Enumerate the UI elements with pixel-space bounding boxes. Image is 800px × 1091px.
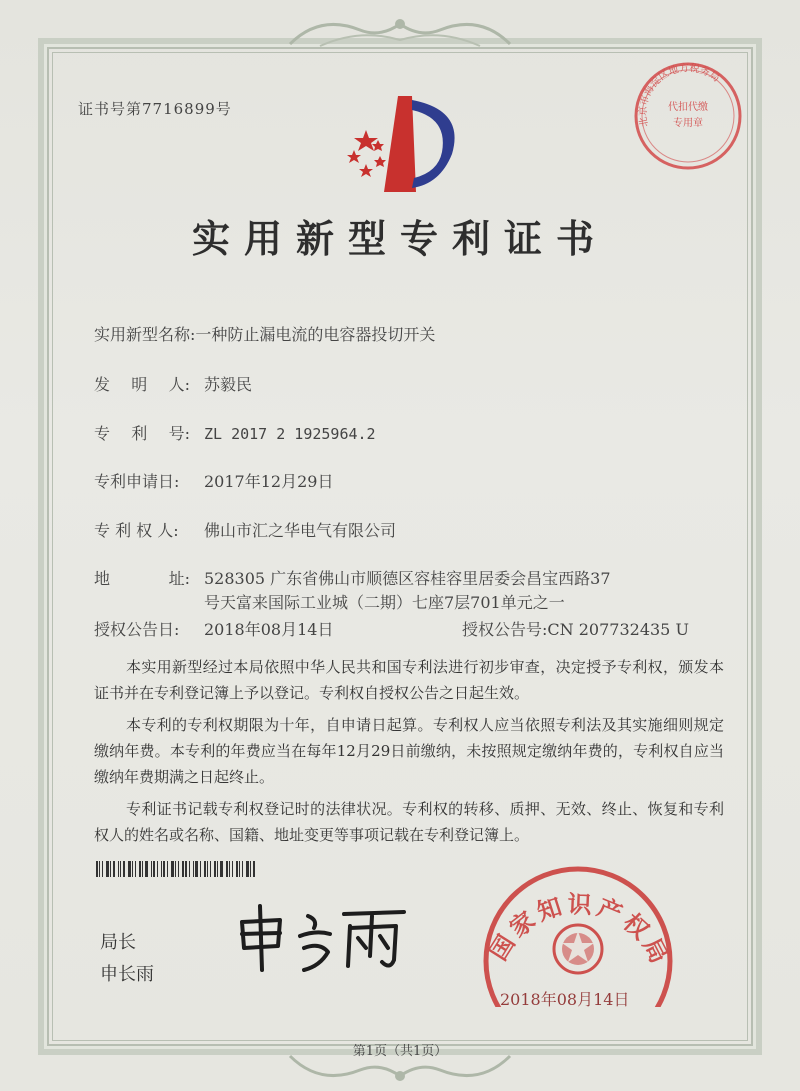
barcode-bar [236,861,238,877]
barcode-bar [214,861,216,877]
inventor-value: 苏毅民 [204,375,253,394]
barcode-bar [113,861,115,877]
address-row [94,566,611,589]
barcode-bar [220,861,223,877]
barcode-bar [163,861,165,877]
grant-number-row [462,617,689,640]
page-footer: 第1页（共1页） [352,1044,448,1059]
tax-seal-outer-text: 北京市海淀区地方税务局 [637,62,722,128]
tax-seal-inner-text-2: 专用章 [673,118,703,129]
barcode-bar [171,861,174,877]
barcode-bar [185,861,187,877]
barcode-bar [118,861,119,877]
grant-number-label: 授权公告号: [462,620,548,639]
barcode-bar [123,861,125,877]
barcode-bar [153,861,155,877]
utility-model-name-value: 一种防止漏电流的电容器投切开关 [195,325,436,344]
filing-date-row [94,469,333,492]
barcode-bar [145,861,148,877]
barcode-bar [157,861,158,877]
grant-date-label: 授权公告日: [94,620,180,639]
barcode-bar [246,861,249,877]
certificate-title: 实用新型专利证书 [191,216,608,261]
filing-date-value: 2017年12月29日 [204,472,334,491]
seal-text: 国家知识产权局 [483,889,676,972]
barcode-bar [106,861,109,877]
barcode [96,861,274,877]
cnipa-official-seal-icon [478,857,678,1007]
inventor-row [94,372,252,395]
utility-model-name-row [94,322,435,345]
director-signature [234,900,414,980]
barcode-bar [195,861,198,877]
director-name: 申长雨 [100,964,154,985]
filing-date-label: 专利申请日: [94,472,180,491]
patentee-value: 佛山市汇之华电气有限公司 [204,521,397,540]
paragraph-2: 本专利的专利权期限为十年，自申请日起算。专利权人应当依照专利法及其实施细则规定缴纳年费。本专利的年费应当在每年12月29日前缴纳，未按照规定缴纳年费的，专利权自应当缴纳年费期满之日起终止。 [94,716,724,786]
barcode-bar [207,861,208,877]
barcode-bar [96,861,98,877]
barcode-bar [99,861,100,877]
barcode-bar [110,861,111,877]
barcode-bar [250,861,251,877]
barcode-bar [139,861,141,877]
address-line-2: 号天富来国际工业城（二期）七座7层701单元之一 [204,593,565,612]
barcode-bar [182,861,184,877]
paragraph-3: 专利证书记载专利权登记时的法律状况。专利权的转移、质押、无效、终止、恢复和专利权人的姓名或名称、国籍、地址变更等事项记载在专利登记簿上。 [94,800,724,844]
barcode-bar [239,861,240,877]
barcode-bar [200,861,201,877]
address-line-1: 528305 广东省佛山市顺德区容桂容里居委会昌宝西路37 [204,569,611,588]
barcode-bar [167,861,168,877]
barcode-bar [161,861,162,877]
barcode-bar [128,861,131,877]
barcode-bar [135,861,136,877]
utility-model-name-label: 实用新型名称: [94,325,196,344]
barcode-bar [102,861,103,877]
barcode-bar [193,861,194,877]
barcode-bar [232,861,233,877]
inventor-label: 发 明 人: [94,375,190,394]
director-title: 局长 [100,932,136,953]
barcode-bar [132,861,133,877]
barcode-bar [210,861,211,877]
address-label: 地 址: [94,569,190,588]
tax-seal-inner-text-1: 代扣代缴 [668,102,708,113]
grant-number-value: CN 207732435 U [547,620,689,639]
barcode-bar [204,861,206,877]
barcode-bar [217,861,218,877]
grant-date-row [94,617,333,640]
tax-bureau-seal-icon [628,56,748,176]
top-ornament-icon [280,10,520,54]
barcode-bar [229,861,230,877]
barcode-bar [226,861,228,877]
paragraph-1: 本实用新型经过本局依照中华人民共和国专利法进行初步审查，决定授予专利权，颁发本证书并在专利登记簿上予以登记。专利权自授权公告之日起生效。 [94,658,724,702]
barcode-bar [242,861,243,877]
barcode-bar [178,861,179,877]
grant-date-value: 2018年08月14日 [204,620,334,639]
barcode-bar [151,861,152,877]
patent-number-row [94,421,376,444]
barcode-bar [142,861,143,877]
barcode-bar [175,861,176,877]
patent-number-value: ZL 2017 2 1925964.2 [204,425,376,443]
seal-date: 2018年08月14日 [500,990,630,1009]
patentee-row [94,518,396,541]
patent-number-label: 专 利 号: [94,424,190,443]
certificate-number: 证书号第7716899号 [78,100,232,118]
barcode-bar [120,861,121,877]
certificate-body-text [94,654,724,854]
barcode-bar [253,861,255,877]
barcode-bar [189,861,190,877]
patentee-label: 专 利 权 人: [94,521,179,540]
cnipa-logo-icon [340,92,470,202]
